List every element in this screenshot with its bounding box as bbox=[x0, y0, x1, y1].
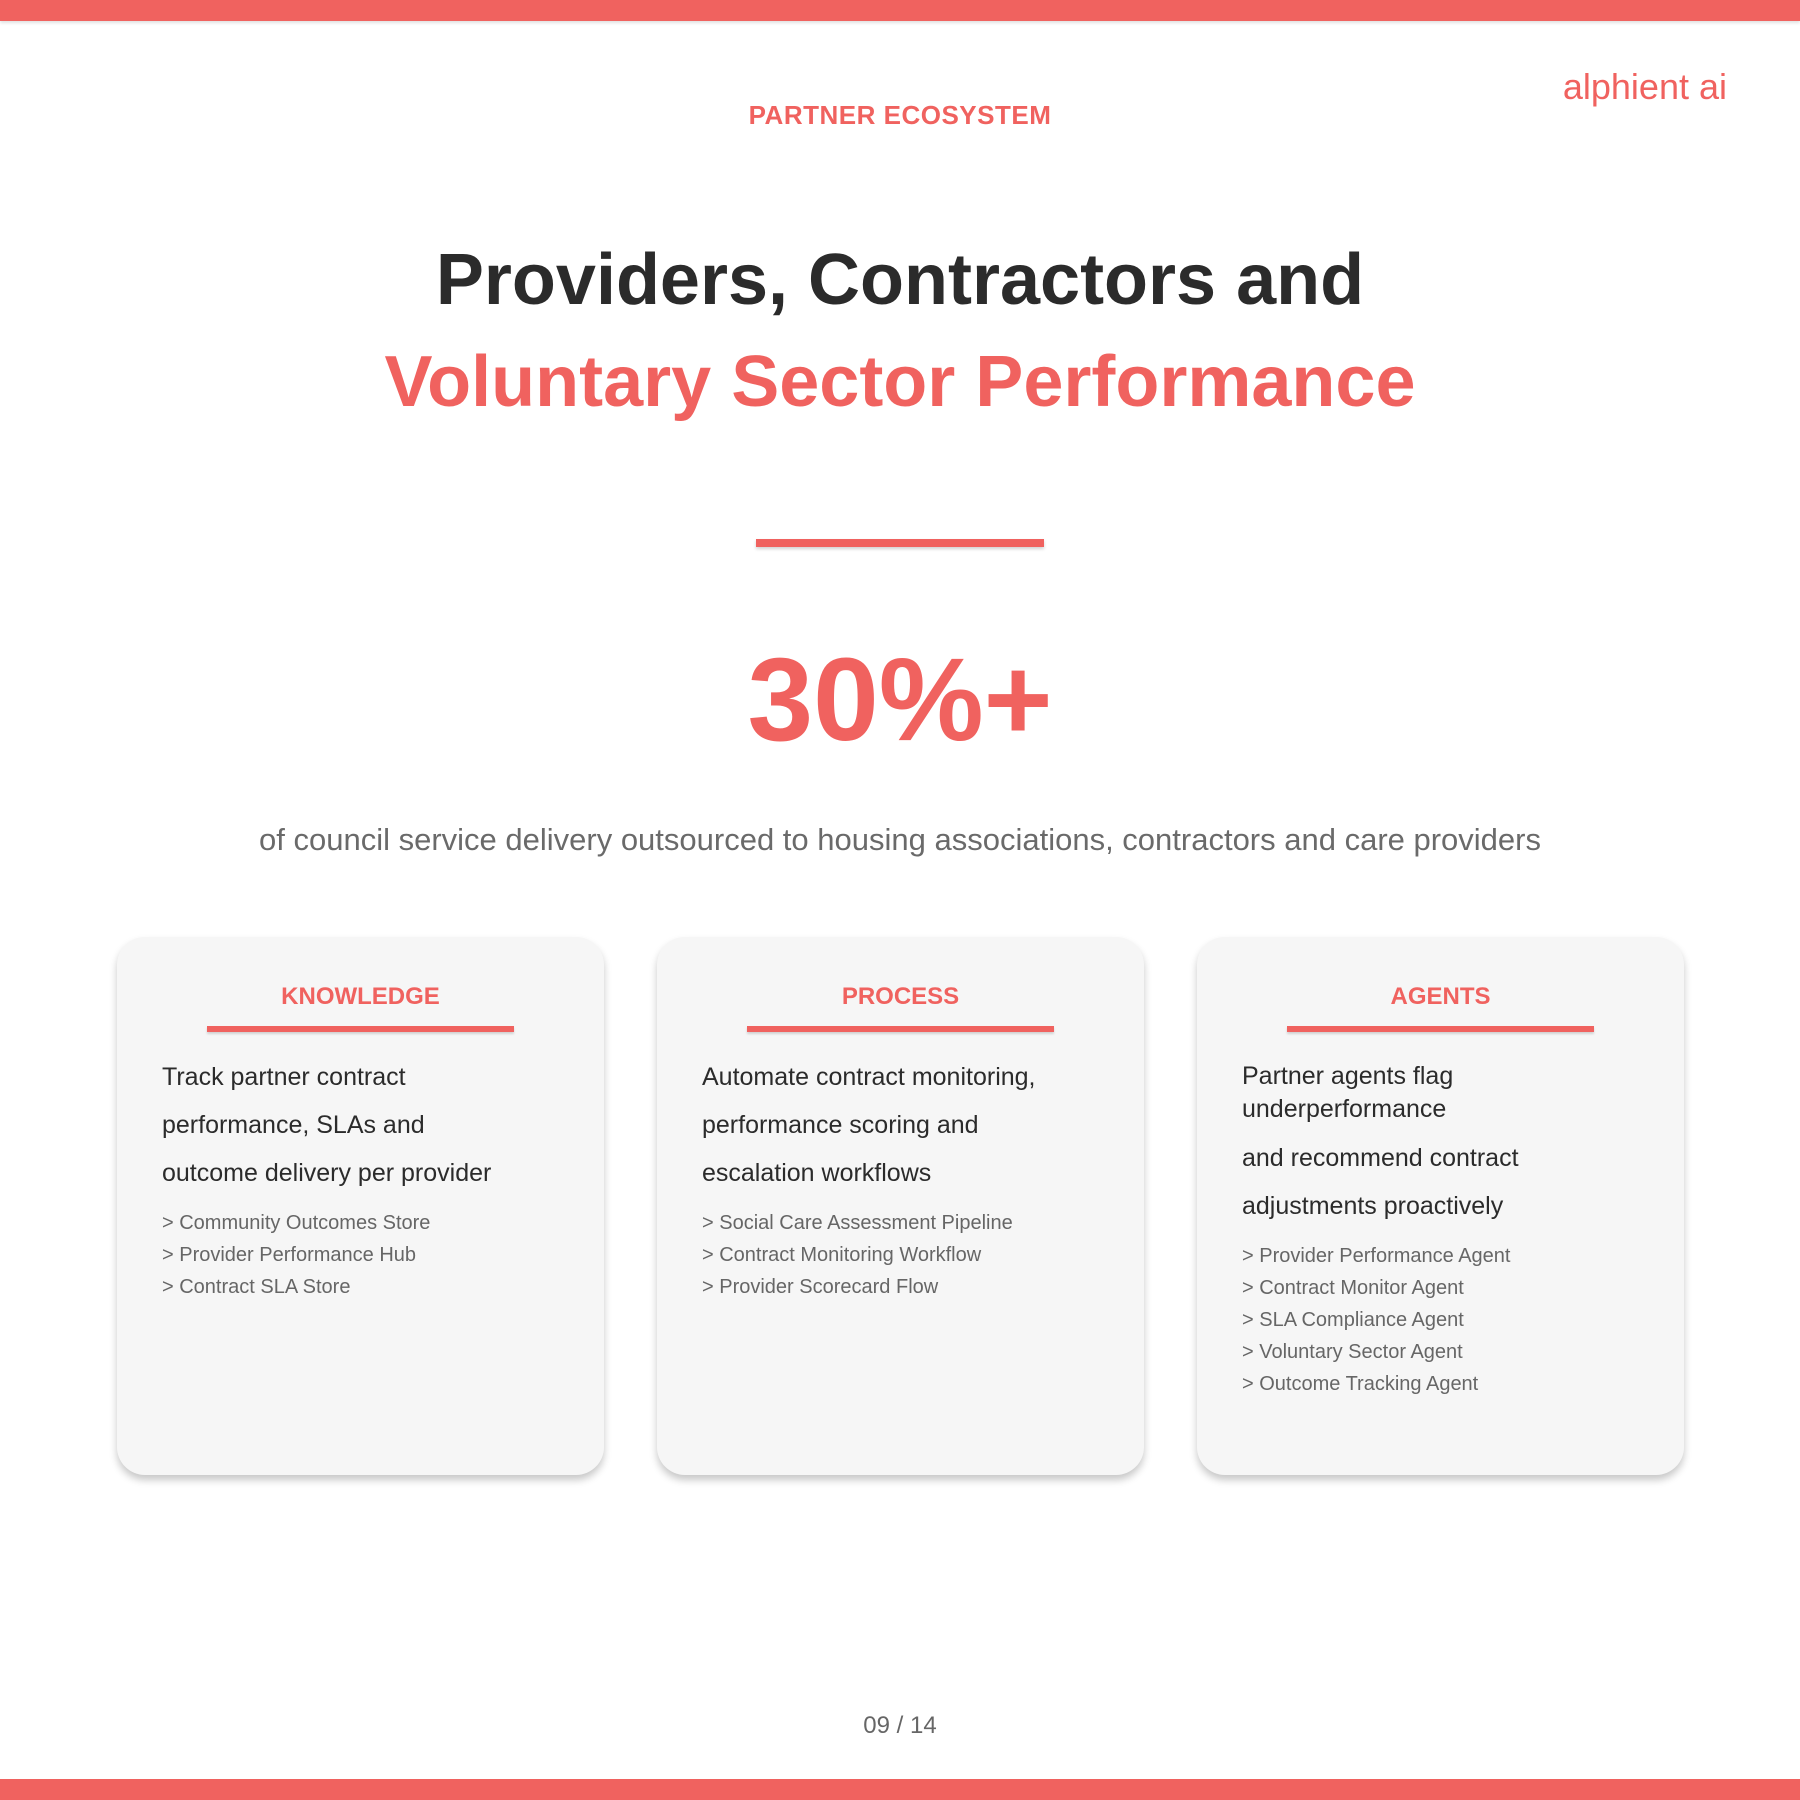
list-item: > Community Outcomes Store bbox=[162, 1212, 431, 1234]
card-agents bbox=[1197, 937, 1684, 1475]
card-item-list bbox=[162, 1207, 564, 1303]
card-description-line: performance scoring and bbox=[702, 1111, 979, 1139]
stat-caption: of council service delivery outsourced to housing associations, contractors and care providers bbox=[259, 822, 1541, 857]
card-title-rule bbox=[1287, 1026, 1594, 1032]
card-description-line: outcome delivery per provider bbox=[162, 1159, 492, 1187]
card-body bbox=[702, 1053, 1104, 1303]
card-title: PROCESS bbox=[841, 983, 960, 1010]
list-item: > Contract Monitoring Workflow bbox=[702, 1244, 982, 1266]
card-body bbox=[162, 1053, 564, 1303]
card-knowledge bbox=[117, 937, 604, 1475]
stat-value: 30%+ bbox=[747, 634, 1053, 766]
list-item: > Contract SLA Store bbox=[162, 1276, 351, 1298]
card-description-line: and recommend contract bbox=[1242, 1144, 1519, 1172]
list-item: > SLA Compliance Agent bbox=[1242, 1309, 1464, 1331]
card-process bbox=[657, 937, 1144, 1475]
top-accent-bar bbox=[0, 0, 1800, 21]
card-description-line: Partner agents flag underperformance bbox=[1242, 1062, 1454, 1123]
card-description-line: Track partner contract bbox=[162, 1063, 406, 1091]
card-description-line: Automate contract monitoring, bbox=[702, 1063, 1036, 1091]
title-divider bbox=[756, 539, 1044, 547]
card-item-list bbox=[702, 1207, 1104, 1303]
list-item: > Provider Scorecard Flow bbox=[702, 1276, 939, 1298]
card-title: AGENTS bbox=[1390, 983, 1491, 1010]
list-item: > Social Care Assessment Pipeline bbox=[702, 1212, 1013, 1234]
page-title-line-2: Voluntary Sector Performance bbox=[384, 342, 1416, 422]
card-title-rule bbox=[207, 1026, 514, 1032]
card-description-line: adjustments proactively bbox=[1242, 1192, 1504, 1220]
list-item: > Voluntary Sector Agent bbox=[1242, 1341, 1463, 1363]
page-number: 09 / 14 bbox=[863, 1712, 937, 1739]
bottom-accent-bar bbox=[0, 1779, 1800, 1800]
card-body bbox=[1242, 1053, 1644, 1400]
page-title-line-1: Providers, Contractors and bbox=[435, 240, 1365, 320]
list-item: > Provider Performance Hub bbox=[162, 1244, 417, 1266]
section-eyebrow: PARTNER ECOSYSTEM bbox=[748, 100, 1052, 130]
card-description-line: escalation workflows bbox=[702, 1159, 932, 1187]
list-item: > Provider Performance Agent bbox=[1242, 1245, 1511, 1267]
card-title-rule bbox=[747, 1026, 1054, 1032]
card-item-list bbox=[1242, 1240, 1644, 1400]
card-description-line: performance, SLAs and bbox=[162, 1111, 425, 1139]
list-item: > Contract Monitor Agent bbox=[1242, 1277, 1464, 1299]
card-title: KNOWLEDGE bbox=[281, 983, 440, 1010]
list-item: > Outcome Tracking Agent bbox=[1242, 1373, 1479, 1395]
brand-logo-text: alphient ai bbox=[1562, 66, 1727, 107]
